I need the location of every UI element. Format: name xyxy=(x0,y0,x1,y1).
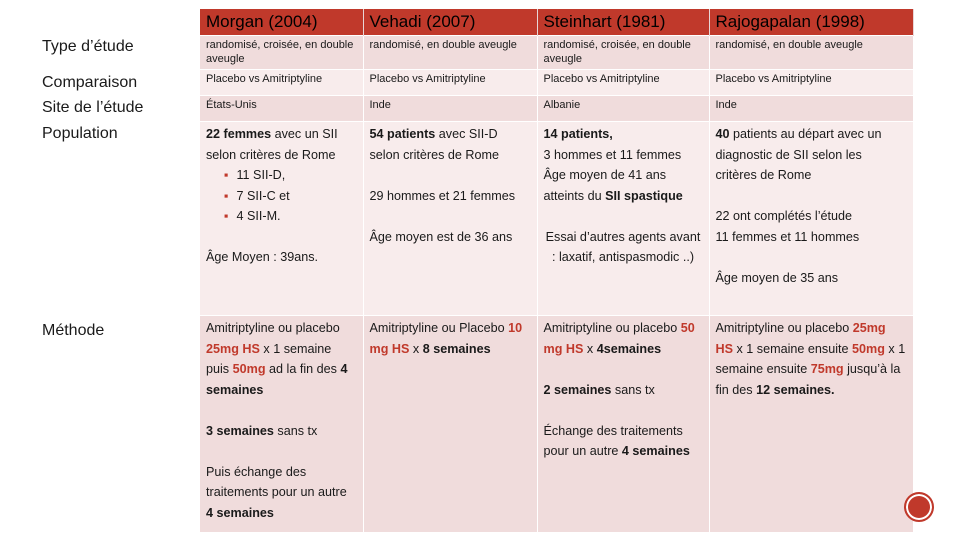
duration-text: 4 semaines xyxy=(206,362,348,397)
methode-steinhart xyxy=(537,316,709,533)
population-row xyxy=(200,122,913,316)
methode-text: x xyxy=(583,341,597,356)
comparaison-cell: Placebo vs Amitriptyline xyxy=(537,70,709,96)
comparison-table xyxy=(200,9,914,532)
methode-morgan xyxy=(200,316,363,533)
duration-text: 2 semaines xyxy=(543,382,612,397)
population-sex: 29 hommes et 21 femmes xyxy=(369,188,516,203)
population-count: 54 patients xyxy=(369,127,436,141)
header-rajogapalan: Rajogapalan (1998) xyxy=(709,9,913,36)
site-cell: Inde xyxy=(709,96,913,122)
site-cell: États-Unis xyxy=(200,96,363,122)
comparaison-row xyxy=(200,70,913,96)
population-sex: 3 hommes et 11 femmes xyxy=(543,147,682,162)
row-label-site: Site de l’étude xyxy=(42,99,144,116)
list-item: ▪ 7 SII-C et xyxy=(224,186,357,207)
population-vehadi xyxy=(363,122,537,316)
methode-vehadi xyxy=(363,316,537,533)
methode-text: x xyxy=(409,341,423,356)
duration-text: 8 semaines xyxy=(422,341,491,356)
row-label-methode: Méthode xyxy=(42,322,105,339)
population-text: patients au départ avec un diagnostic de SII selon les critères de Rome xyxy=(715,127,882,182)
subtype-list xyxy=(206,165,357,227)
dose-text: 50 mg HS xyxy=(543,321,695,356)
site-cell: Inde xyxy=(363,96,537,122)
population-steinhart xyxy=(537,122,709,316)
type-cell: randomisé, croisée, en double aveugle xyxy=(200,36,363,70)
slide-badge xyxy=(904,492,934,522)
population-rajogapalan xyxy=(709,122,913,316)
population-prior-agents: Essai d’autres agents avant : laxatif, antispasmodic ..) xyxy=(545,229,701,264)
population-completed: 22 ont complétés l’étude xyxy=(715,209,853,223)
site-row xyxy=(200,96,913,122)
comparaison-cell: Placebo vs Amitriptyline xyxy=(200,70,363,96)
row-label-population: Population xyxy=(42,125,118,142)
methode-text: sans tx xyxy=(273,423,318,438)
methode-text: x 1 semaine ensuite xyxy=(733,341,853,356)
row-label-comparaison: Comparaison xyxy=(42,74,138,91)
type-cell: randomisé, croisée, en double aveugle xyxy=(537,36,709,70)
population-count: 14 patients, xyxy=(543,127,613,141)
population-sex: 11 femmes et 11 hommes xyxy=(715,229,860,244)
methode-text: Amitriptyline ou placebo xyxy=(715,321,853,335)
row-label-type: Type d’étude xyxy=(42,38,134,55)
population-text: avec un SII selon critères de Rome xyxy=(206,127,338,162)
dose-text: 50mg xyxy=(232,362,266,376)
methode-text: sans tx xyxy=(611,382,655,397)
population-morgan xyxy=(200,122,363,316)
comparaison-cell: Placebo vs Amitriptyline xyxy=(709,70,913,96)
methode-text: Échange des traitements pour un autre xyxy=(543,423,683,458)
header-vehadi: Vehadi (2007) xyxy=(363,9,537,36)
methode-text: Puis échange des traitements pour un autre xyxy=(206,464,347,499)
methode-text: Amitriptyline ou Placebo xyxy=(369,321,509,335)
population-age: Âge moyen est de 36 ans xyxy=(369,229,513,244)
comparaison-cell: Placebo vs Amitriptyline xyxy=(363,70,537,96)
header-morgan: Morgan (2004) xyxy=(200,9,363,36)
population-age: Âge moyen de 35 ans xyxy=(715,270,839,285)
dose-text: 10 mg HS xyxy=(369,321,523,356)
methode-row xyxy=(200,316,913,533)
dose-text: 25mg HS xyxy=(206,341,260,356)
methode-rajogapalan xyxy=(709,316,913,533)
type-row xyxy=(200,36,913,70)
population-age: Âge Moyen : 39ans. xyxy=(206,250,319,264)
duration-text: 4semaines xyxy=(596,341,662,356)
dose-text: 75mg xyxy=(810,362,844,376)
dose-text: 50mg xyxy=(852,341,885,356)
population-diagnosis: SII spastique xyxy=(605,188,683,203)
duration-text: 3 semaines xyxy=(206,423,274,438)
population-text: atteints du xyxy=(543,188,606,203)
methode-text: ad la fin des xyxy=(265,362,341,376)
type-cell: randomisé, en double aveugle xyxy=(709,36,913,70)
header-row xyxy=(200,9,913,36)
methode-text: Amitriptyline ou placebo xyxy=(543,321,681,335)
population-age: Âge moyen de 41 ans xyxy=(543,168,667,182)
type-cell: randomisé, en double aveugle xyxy=(363,36,537,70)
methode-text: jusqu’à la fin des xyxy=(715,362,901,397)
list-item: ▪ 11 SII-D, xyxy=(224,165,357,186)
dose-text: 25mg HS xyxy=(715,321,886,356)
duration-text: 4 semaines xyxy=(206,505,274,520)
site-cell: Albanie xyxy=(537,96,709,122)
methode-text: Amitriptyline ou placebo xyxy=(206,321,340,335)
duration-text: 4 semaines xyxy=(621,444,690,458)
methode-text: x 1 semaine puis xyxy=(206,341,332,376)
population-text: avec SII-D selon critères de Rome xyxy=(369,127,499,162)
header-steinhart: Steinhart (1981) xyxy=(537,9,709,36)
population-count: 40 xyxy=(715,127,730,141)
duration-text: 12 semaines. xyxy=(756,382,835,397)
methode-text: x 1 semaine ensuite xyxy=(715,341,906,376)
list-item: ▪ 4 SII-M. xyxy=(224,206,357,227)
population-count: 22 femmes xyxy=(206,127,272,141)
